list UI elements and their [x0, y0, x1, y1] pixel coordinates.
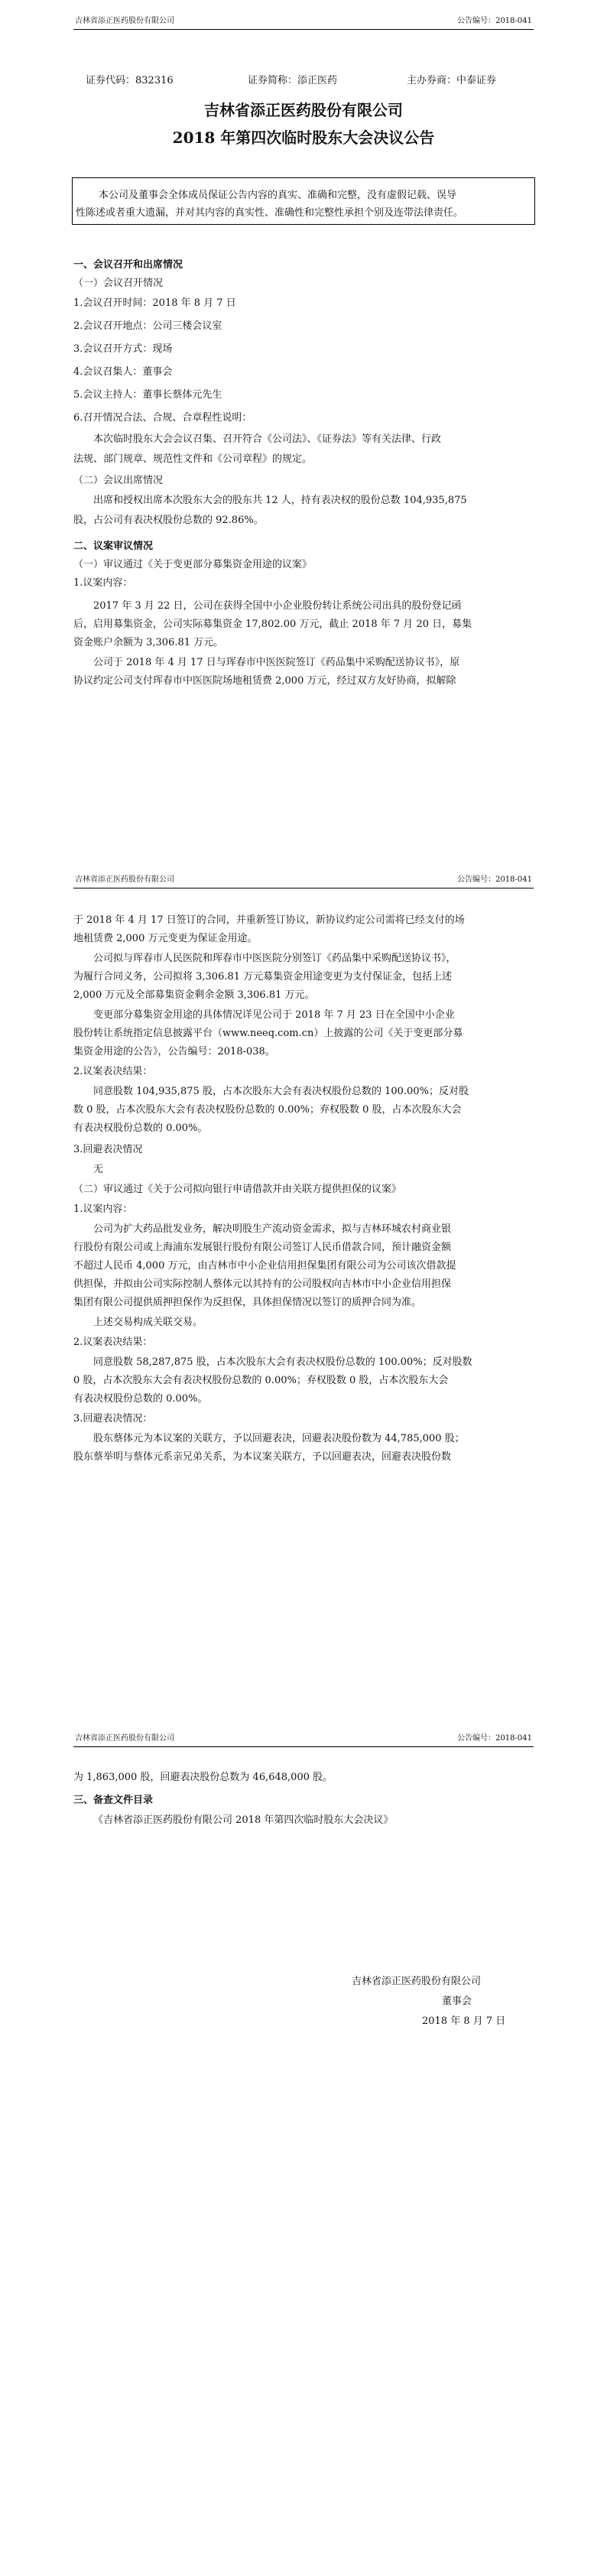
- page-1: [0, 0, 607, 859]
- security-code: 证券代码：832316: [86, 75, 174, 86]
- disclaimer-line-1: 本公司及董事会全体成员保证公告内容的真实、准确和完整，没有虚假记载、误导: [99, 190, 457, 201]
- paragraph-line: 2.会议召开地点：公司三楼会议室: [73, 320, 222, 332]
- paragraph-line: 股，占公司有表决权股份总数的 92.86%。: [73, 515, 264, 526]
- section-heading: 三、备查文件目录: [73, 1795, 154, 1806]
- paragraph-line: 2,000 万元及全部募集资金剩余金额 3,306.81 万元。: [73, 989, 315, 1001]
- paragraph-line: 同意股数 104,935,875 股，占本次股东大会有表决权股份总数的 100.00%；反对股: [93, 1086, 469, 1097]
- paragraph-line: 3.会议召开方式：现场: [73, 343, 173, 355]
- paragraph-line: 为 1,863,000 股，回避表决股份总数为 46,648,000 股。: [73, 1772, 333, 1783]
- subsection-heading: （二）审议通过《关于公司拟向银行申请借款并由关联方提供担保的议案》: [73, 1184, 402, 1195]
- paragraph-line: 3.回避表决情况: [73, 1144, 143, 1155]
- signature-board: 董事会: [442, 1996, 472, 2007]
- paragraph-line: 6.召开情况合法、合规、合章程性说明：: [73, 412, 252, 424]
- paragraph-line: 协议约定公司支付珲春市中医医院场地租赁费 2,000 万元，经过双方友好协商，拟解除: [73, 675, 456, 687]
- paragraph-line: 为履行合同义务，公司拟将 3,306.81 万元募集资金用途变更为支付保证金，包括上述: [73, 971, 453, 983]
- header-company: 吉林省添正医药股份有限公司: [75, 1734, 174, 1743]
- header-notice-no: 公告编号：2018-041: [457, 17, 532, 25]
- header-notice-no: 公告编号：2018-041: [457, 875, 532, 884]
- paragraph-line: 0 股，占本次股东大会有表决权股份总数的 0.00%；弃权股数 0 股，占本次股东大会: [73, 1375, 449, 1386]
- page-2: [0, 859, 607, 1717]
- paragraph-line: 3.回避表决情况：: [73, 1413, 153, 1424]
- page-header: [73, 0, 534, 30]
- paragraph-line: 集团有限公司提供质押担保作为反担保，具体担保情况以签订的质押合同为准。: [73, 1297, 422, 1308]
- paragraph-line: 2017 年 3 月 22 日，公司在获得全国中小企业股份转让系统公司出具的股份登记函: [93, 600, 462, 612]
- paragraph-line: 本次临时股东大会会议召集、召开符合《公司法》、《证券法》等有关法律、行政: [93, 434, 442, 445]
- section-heading: 一、会议召开和出席情况: [73, 259, 183, 271]
- header-company: 吉林省添正医药股份有限公司: [75, 17, 174, 25]
- paragraph-line: 2.议案表决结果：: [73, 1066, 153, 1077]
- title-company: 吉林省添正医药股份有限公司: [204, 101, 403, 119]
- paragraph-line: 2.议案表决结果：: [73, 1337, 153, 1348]
- paragraph-line: 1.议案内容：: [73, 1204, 133, 1215]
- paragraph-line: 公司为扩大药品批发业务，解决明股生产流动资金需求，拟与吉林环城农村商业银: [93, 1223, 452, 1235]
- paragraph-line: 集资金用途的公告》，公告编号：2018-038。: [73, 1046, 275, 1057]
- paragraph-line: 行股份有限公司或上海浦东发展银行股份有限公司签订人民币借款合同，预计融资金额: [73, 1242, 452, 1253]
- paragraph-line: 《吉林省添正医药股份有限公司 2018 年第四次临时股东大会决议》: [93, 1814, 394, 1826]
- paragraph-line: 股东蔡体元为本议案的关联方，予以回避表决，回避表决股份数为 44,785,000 股；: [93, 1433, 465, 1444]
- paragraph-line: 资金账户余额为 3,306.81 万元。: [73, 637, 224, 648]
- subsection-heading: （二）会议出席情况: [73, 475, 164, 486]
- paragraph-line: 有表决权股份总数的 0.00%。: [73, 1393, 208, 1405]
- paragraph-line: 于 2018 年 4 月 17 日签订的合同，并重新签订协议，新协议约定公司需将已经支付的场: [73, 914, 465, 926]
- disclaimer-box: [72, 177, 535, 225]
- paragraph-line: 数 0 股，占本次股东大会有表决权股份总数的 0.00%；弃权股数 0 股，占本次股东大会: [73, 1104, 462, 1116]
- paragraph-line: 公司于 2018 年 4 月 17 日与珲春市中医医院签订《药品集中采购配送协议书》，原: [93, 657, 460, 668]
- paragraph-line: 法规、部门规章、规范性文件和《公司章程》的规定。: [73, 453, 313, 465]
- paragraph-line: 股东蔡举明与蔡体元系亲兄弟关系，为本议案关联方，予以回避表决，回避表决股份数: [73, 1451, 452, 1463]
- paragraph-line: 1.议案内容：: [73, 577, 133, 589]
- paragraph-line: 股份转让系统指定信息披露平台（www.neeq.com.cn）上披露的公司《关于变更部分募: [73, 1028, 463, 1039]
- paragraph-line: 供担保，并拟由公司实际控制人蔡体元以其持有的公司股权向吉林市中小企业信用担保: [73, 1278, 452, 1290]
- page-header: [73, 1717, 534, 1747]
- paragraph-line: 变更部分募集资金用途的具体情况详见公司于 2018 年 7 月 23 日在全国中小企业: [93, 1009, 455, 1021]
- paragraph-line: 不超过人民币 4,000 万元，由吉林市中小企业信用担保集团有限公司为公司该次借款提: [73, 1260, 456, 1272]
- disclaimer-line-2: 性陈述或者重大遗漏，并对其内容的真实性、准确性和完整性承担个别及连带法律责任。: [76, 207, 464, 219]
- paragraph-line: 无: [93, 1164, 104, 1175]
- security-short-name: 证券简称：添正医药: [248, 75, 338, 86]
- page-title: 2018 年第四次临时股东大会决议公告: [172, 128, 435, 147]
- paragraph-line: 后，启用募集资金，公司实际募集资金 17,802.00 万元，截止 2018 年 7 月 20 日，募集: [73, 619, 472, 630]
- paragraph-line: 地租赁费 2,000 万元变更为保证金用途。: [73, 933, 258, 944]
- paragraph-line: 上述交易构成关联交易。: [93, 1317, 203, 1328]
- lead-broker: 主办券商：中泰证券: [407, 75, 497, 86]
- paragraph-line: 5.会议主持人：董事长蔡体元先生: [73, 389, 222, 401]
- paragraph-line: 有表决权股份总数的 0.00%。: [73, 1122, 208, 1134]
- section-heading: 二、议案审议情况: [73, 541, 154, 552]
- paragraph-line: 同意股数 58,287,875 股，占本次股东大会有表决权股份总数的 100.00%；反对股数: [93, 1356, 472, 1368]
- paragraph-line: 1.会议召开时间：2018 年 8 月 7 日: [73, 297, 236, 309]
- paragraph-line: 公司拟与珲春市人民医院和珲春市中医医院分别签订《药品集中采购配送协议书》，: [93, 953, 456, 964]
- header-notice-no: 公告编号：2018-041: [457, 1734, 532, 1743]
- paragraph-line: 出席和授权出席本次股东大会的股东共 12 人，持有表决权的股份总数 104,935,875: [93, 495, 467, 506]
- paragraph-line: 4.会议召集人：董事会: [73, 366, 173, 378]
- signature-company: 吉林省添正医药股份有限公司: [352, 1976, 482, 1987]
- page-header: [73, 859, 534, 888]
- signature-date: 2018 年 8 月 7 日: [422, 2016, 506, 2027]
- subsection-heading: （一）会议召开情况: [73, 278, 164, 289]
- header-company: 吉林省添正医药股份有限公司: [75, 875, 174, 884]
- subsection-heading: （一）审议通过《关于变更部分募集资金用途的议案》: [73, 559, 313, 570]
- page-3: [0, 1717, 607, 2576]
